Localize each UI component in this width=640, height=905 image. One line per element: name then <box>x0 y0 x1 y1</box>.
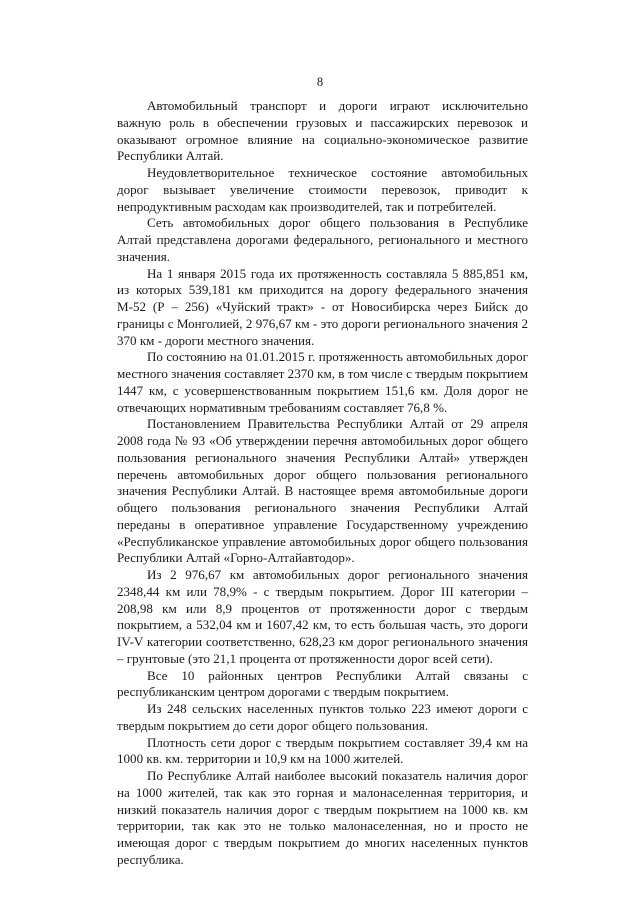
paragraph: По состоянию на 01.01.2015 г. протяженность автомобильных дорог местного значения составляет 2370 км, в том числе с твердым покрытием 1447 км, с усовершенствованным покрытием 151,6 км. Доля дорог не отвечающих нормативным требованиям составляет 76,8 %. <box>117 349 528 415</box>
paragraph: Неудовлетворительное техническое состояние автомобильных дорог вызывает увеличение стоимости перевозок, приводит к непродуктивным расходам как производителей, так и потребителей. <box>117 165 528 214</box>
page-number: 8 <box>316 75 324 89</box>
paragraph: По Республике Алтай наиболее высокий показатель наличия дорог на 1000 жителей, так как это горная и малонаселенная территория, и низкий показатель наличия дорог с твердым покрытием на 1000 кв. км территории, так как это не только малонаселенная, но и просто не имеющая дорог с твердым покрытием до многих населенных пунктов республика. <box>117 768 528 867</box>
paragraph: Все 10 районных центров Республики Алтай связаны с республиканским центром дорогами с твердым покрытием. <box>117 667 528 700</box>
document-body <box>117 98 528 869</box>
paragraph: Плотность сети дорог с твердым покрытием составляет 39,4 км на 1000 кв. км. территории и 10,9 км на 1000 жителей. <box>117 734 528 767</box>
paragraph: Из 248 сельских населенных пунктов только 223 имеют дороги с твердым покрытием до сети дорог общего пользования. <box>117 701 528 733</box>
paragraph: Из 2 976,67 км автомобильных дорог регионального значения 2348,44 км или 78,9% - с твердым покрытием. Дорог III категории – 208,98 км или 8,9 процентов от протяженности дорог с твердым покрытием, а 532,04 км и 1607,42 км, то есть большая часть, это дороги IV-V категории соответственно, 628,23 км дорог регионального значения – грунтовые (это 21,1 процента от протяженности дорог всей сети). <box>117 567 528 666</box>
paragraph: Сеть автомобильных дорог общего пользования в Республике Алтай представлена дорогами федерального, регионального и местного значения. <box>117 215 528 264</box>
paragraph: Автомобильный транспорт и дороги играют исключительно важную роль в обеспечении грузовых и пассажирских перевозок и оказывают огромное влияние на социально-экономическое развитие Республики Алтай. <box>117 98 528 164</box>
paragraph: На 1 января 2015 года их протяженность составляла 5 885,851 км, из которых 539,181 км приходится на дорогу федерального значения М-52 (Р – 256) «Чуйский тракт» - от Новосибирска через Бийск до границы с Монголией, 2 976,67 км - это дороги регионального значения 2 370 км - дороги местного значения. <box>117 265 528 348</box>
paragraph: Постановлением Правительства Республики Алтай от 29 апреля 2008 года № 93 «Об утверждении перечня автомобильных дорог общего пользования регионального значения Республики Алтай» утвержден перечень автомобильных дорог общего пользования регионального значения Республики Алтай. В настоящее время автомобильные дороги общего пользования регионального значения Республики Алтай переданы в оперативное управление Государственному учреждению «Республиканское управление автомобильных дорог общего пользования Республики Алтай «Горно-Алтайавтодор». <box>117 416 528 566</box>
